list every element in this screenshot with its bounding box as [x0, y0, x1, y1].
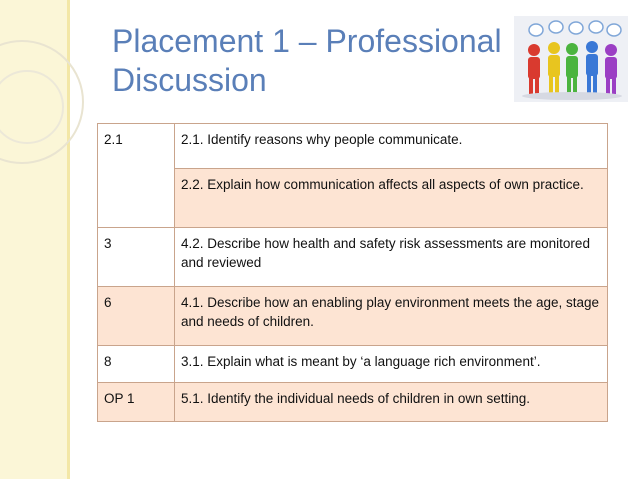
- slide-title: [112, 22, 542, 100]
- criteria-cell: 3.1. Explain what is meant by ‘a language rich environment’.: [175, 346, 608, 383]
- assessment-criteria-table: [97, 123, 608, 422]
- criteria-cell: 4.2. Describe how health and safety risk assessments are monitored and reviewed: [175, 228, 608, 287]
- table-row: [98, 169, 608, 228]
- slide-title-line1: Placement 1 – Professional: [112, 23, 502, 59]
- criteria-cell: 2.1. Identify reasons why people communicate.: [175, 124, 608, 169]
- unit-code-cell: 2.1: [98, 124, 175, 228]
- people-communication-image: [514, 16, 628, 102]
- unit-code-cell: 8: [98, 346, 175, 383]
- unit-code-cell: 6: [98, 287, 175, 346]
- slide-title-line2: Discussion: [112, 62, 267, 98]
- criteria-cell: 4.1. Describe how an enabling play environment meets the age, stage and needs of children.: [175, 287, 608, 346]
- table-row: [98, 228, 608, 287]
- criteria-cell: 2.2. Explain how communication affects all aspects of own practice.: [175, 169, 608, 228]
- unit-code-cell: OP 1: [98, 383, 175, 422]
- unit-code-cell: 3: [98, 228, 175, 287]
- criteria-cell: 5.1. Identify the individual needs of children in own setting.: [175, 383, 608, 422]
- table-row: [98, 124, 608, 169]
- table-row: [98, 287, 608, 346]
- table-row: [98, 383, 608, 422]
- table-row: [98, 346, 608, 383]
- people-illustration: [514, 16, 628, 102]
